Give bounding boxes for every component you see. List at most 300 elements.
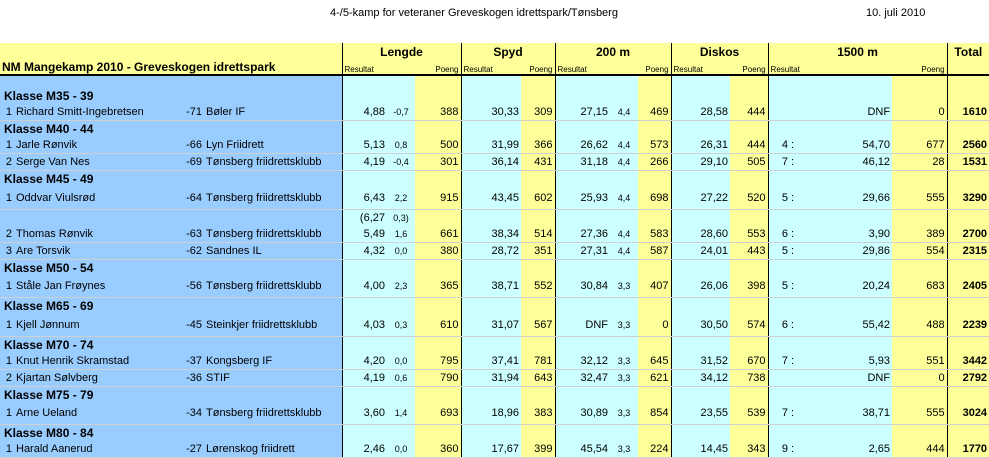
m200-result-cell	[555, 336, 638, 353]
m200-result: 32,47	[555, 369, 610, 386]
lengde-wind: 0,6	[387, 369, 415, 386]
m1500-points-cell	[892, 386, 947, 403]
athlete-place: 1	[0, 403, 14, 425]
m1500-points: 554	[892, 242, 947, 259]
athlete-place: 1	[0, 276, 14, 298]
m200-points-cell	[638, 425, 671, 442]
m1500-minutes: 5 :	[768, 242, 796, 259]
athlete-birth-year: -63	[174, 226, 204, 243]
lengde-points: 610	[415, 314, 461, 336]
class-header-row	[0, 425, 989, 442]
m1500-seconds: 29,66	[796, 187, 892, 209]
lengde-points-cell	[415, 386, 461, 403]
athlete-club: Kongsberg IF	[204, 353, 342, 370]
athlete-row	[0, 314, 989, 336]
spyd-points-cell	[521, 209, 555, 226]
m200-points: 266	[638, 154, 671, 171]
class-header-row	[0, 171, 989, 188]
m1500-result-cell	[768, 386, 892, 403]
total-cell	[947, 259, 989, 276]
athlete-place: 2	[0, 154, 14, 171]
total-cell	[947, 386, 989, 403]
subheader-row	[0, 60, 989, 75]
athlete-birth-year: -71	[174, 104, 204, 121]
spyd-result: 36,14	[461, 154, 521, 171]
lengde-result: 5,13	[342, 137, 387, 154]
athlete-birth-year: -66	[174, 137, 204, 154]
diskos-points: 553	[730, 226, 768, 243]
class-label: Klasse M45 - 49	[0, 171, 342, 188]
athlete-place: 2	[0, 226, 14, 243]
lengde-result: 4,00	[342, 276, 387, 298]
athlete-birth-year: -69	[174, 154, 204, 171]
athlete-birth-year: -37	[174, 353, 204, 370]
total-cell	[947, 336, 989, 353]
m1500-points-label: Poeng	[892, 60, 947, 75]
diskos-points: 520	[730, 187, 768, 209]
athlete-place: 1	[0, 314, 14, 336]
m1500-points: 488	[892, 314, 947, 336]
spyd-result: 38,34	[461, 226, 521, 243]
athlete-name: Ståle Jan Frøynes	[14, 276, 174, 298]
diskos-points: 539	[730, 403, 768, 425]
m1500-points-cell	[892, 171, 947, 188]
athlete-name: Jarle Rønvik	[14, 137, 174, 154]
spyd-result: 18,96	[461, 403, 521, 425]
m200-points: 698	[638, 187, 671, 209]
lengde-points: 360	[415, 441, 461, 458]
lengde-points: 915	[415, 187, 461, 209]
m1500-result-cell	[768, 88, 892, 104]
athlete-row	[0, 276, 989, 298]
athlete-row	[0, 187, 989, 209]
m1500-minutes: 5 :	[768, 187, 796, 209]
diskos-result-cell	[671, 386, 730, 403]
m200-result-cell	[555, 209, 638, 226]
m200-result: 30,89	[555, 403, 610, 425]
m1500-points-cell	[892, 209, 947, 226]
m200-result: DNF	[555, 314, 610, 336]
class-header-row	[0, 336, 989, 353]
diskos-result-cell	[671, 298, 730, 315]
m1500-minutes	[768, 104, 796, 121]
lengde-points: 365	[415, 276, 461, 298]
diskos-result: 28,58	[671, 104, 730, 121]
diskos-points: 343	[730, 441, 768, 458]
lengde-points-cell	[415, 171, 461, 188]
spyd-result: 43,45	[461, 187, 521, 209]
diskos-points: 398	[730, 276, 768, 298]
m1500-seconds: 5,93	[796, 353, 892, 370]
lengde-points-cell	[415, 88, 461, 104]
diskos-points-cell	[730, 298, 768, 315]
m1500-points: 677	[892, 137, 947, 154]
diskos-points-cell	[730, 121, 768, 138]
total-cell	[947, 425, 989, 442]
athlete-place: 1	[0, 187, 14, 209]
spyd-points: 366	[521, 137, 555, 154]
spyd-points-label: Poeng	[521, 60, 555, 75]
event-spyd: Spyd	[461, 43, 555, 60]
m200-result: 45,54	[555, 441, 610, 458]
lengde-points: 388	[415, 104, 461, 121]
lengde-wind: 0,0	[387, 242, 415, 259]
m1500-points: 555	[892, 403, 947, 425]
m200-points: 587	[638, 242, 671, 259]
total-header: Total	[947, 43, 989, 60]
class-header-row	[0, 259, 989, 276]
diskos-points-cell	[730, 171, 768, 188]
diskos-result-label: Resultat	[671, 60, 730, 75]
lengde-result-cell	[342, 171, 415, 188]
athlete-name: Kjell Jønnum	[14, 314, 174, 336]
m200-points: 854	[638, 403, 671, 425]
total-points: 3442	[947, 353, 989, 370]
athlete-club: Lyn Friidrett	[204, 137, 342, 154]
lengde-result-cell	[342, 386, 415, 403]
athlete-row	[0, 154, 989, 171]
m1500-seconds: 46,12	[796, 154, 892, 171]
athlete-birth-year: -27	[174, 441, 204, 458]
class-label: Klasse M35 - 39	[0, 88, 342, 104]
total-points: 1770	[947, 441, 989, 458]
m200-result-cell	[555, 121, 638, 138]
total-points: 3290	[947, 187, 989, 209]
diskos-result-cell	[671, 209, 730, 226]
spyd-result-cell	[461, 425, 521, 442]
spyd-points-cell	[521, 336, 555, 353]
diskos-points: 738	[730, 369, 768, 386]
m200-points: 0	[638, 314, 671, 336]
wind-note-row	[0, 209, 989, 226]
diskos-points-cell	[730, 209, 768, 226]
m1500-seconds: 3,90	[796, 226, 892, 243]
event-header-row	[0, 43, 989, 60]
m200-wind: 3,3	[610, 276, 638, 298]
athlete-club: Sandnes IL	[204, 242, 342, 259]
m1500-result-label: Resultat	[768, 60, 833, 75]
m200-wind: 4,4	[610, 137, 638, 154]
spyd-points-cell	[521, 121, 555, 138]
spyd-result: 28,72	[461, 242, 521, 259]
lengde-wind: -0,4	[387, 154, 415, 171]
athlete-row	[0, 226, 989, 243]
lengde-points: 380	[415, 242, 461, 259]
m1500-minutes: 7 :	[768, 403, 796, 425]
spyd-points-cell	[521, 171, 555, 188]
m1500-seconds: 38,71	[796, 403, 892, 425]
class-header-row	[0, 121, 989, 138]
athlete-club: Tønsberg friidrettsklubb	[204, 276, 342, 298]
m1500-minutes: 4 :	[768, 137, 796, 154]
m1500-seconds: 55,42	[796, 314, 892, 336]
athlete-name: Richard Smitt-Ingebretsen	[14, 104, 174, 121]
spyd-result-cell	[461, 336, 521, 353]
diskos-points-cell	[730, 386, 768, 403]
diskos-result-cell	[671, 425, 730, 442]
lengde-result: 4,19	[342, 369, 387, 386]
spyd-points: 431	[521, 154, 555, 171]
sheet-title: NM Mangekamp 2010 - Greveskogen idrettspark	[0, 60, 342, 75]
spyd-points: 602	[521, 187, 555, 209]
m200-result: 27,31	[555, 242, 610, 259]
results-sheet	[0, 43, 988, 458]
m200-points-cell	[638, 336, 671, 353]
m200-points: 469	[638, 104, 671, 121]
diskos-result: 28,60	[671, 226, 730, 243]
spyd-points-cell	[521, 259, 555, 276]
diskos-points: 444	[730, 104, 768, 121]
m200-points: 621	[638, 369, 671, 386]
lengde-result-cell	[342, 121, 415, 138]
athlete-name: Harald Aanerud	[14, 441, 174, 458]
lengde-result: 6,43	[342, 187, 387, 209]
m200-points-cell	[638, 121, 671, 138]
spyd-result-cell	[461, 88, 521, 104]
spyd-result: 17,67	[461, 441, 521, 458]
athlete-birth-year: -45	[174, 314, 204, 336]
class-label: Klasse M65 - 69	[0, 298, 342, 315]
spyd-result: 37,41	[461, 353, 521, 370]
athlete-row	[0, 137, 989, 154]
m200-result: 31,18	[555, 154, 610, 171]
diskos-result: 31,52	[671, 353, 730, 370]
m1500-seconds: 20,24	[796, 276, 892, 298]
m1500-points-cell	[892, 298, 947, 315]
spacer-row	[0, 75, 989, 88]
lengde-wind: -0,7	[387, 104, 415, 121]
athlete-info-cell	[0, 209, 342, 226]
spyd-result-cell	[461, 171, 521, 188]
athlete-name: Oddvar Viulsrød	[14, 187, 174, 209]
spyd-points: 781	[521, 353, 555, 370]
m200-result-cell	[555, 88, 638, 104]
diskos-points-cell	[730, 336, 768, 353]
athlete-birth-year: -56	[174, 276, 204, 298]
m1500-minutes: 7 :	[768, 353, 796, 370]
m1500-seconds: 29,86	[796, 242, 892, 259]
diskos-result: 26,06	[671, 276, 730, 298]
athlete-club: STIF	[204, 369, 342, 386]
m1500-points-cell	[892, 336, 947, 353]
m1500-points: 551	[892, 353, 947, 370]
lengde-points-cell	[415, 259, 461, 276]
total-cell	[947, 121, 989, 138]
total-cell	[947, 298, 989, 315]
m1500-result-cell	[768, 209, 892, 226]
athlete-place: 3	[0, 242, 14, 259]
m1500-points: 389	[892, 226, 947, 243]
spyd-result: 30,33	[461, 104, 521, 121]
document-title: 4-/5-kamp for veteraner Greveskogen idrettspark/Tønsberg	[330, 7, 618, 19]
m1500-points: 0	[892, 369, 947, 386]
diskos-result-cell	[671, 259, 730, 276]
diskos-result-cell	[671, 88, 730, 104]
class-label: Klasse M40 - 44	[0, 121, 342, 138]
lengde-wind: 2,3	[387, 276, 415, 298]
document-date: 10. juli 2010	[866, 7, 926, 19]
diskos-result: 14,45	[671, 441, 730, 458]
lengde-result-cell	[342, 259, 415, 276]
athlete-name: Knut Henrik Skramstad	[14, 353, 174, 370]
diskos-result: 24,01	[671, 242, 730, 259]
spyd-points: 552	[521, 276, 555, 298]
m200-result-cell	[555, 298, 638, 315]
total-cell	[947, 88, 989, 104]
total-points: 3024	[947, 403, 989, 425]
athlete-club: Bøler IF	[204, 104, 342, 121]
total-points: 1531	[947, 154, 989, 171]
lengde-result: 4,32	[342, 242, 387, 259]
diskos-points-cell	[730, 259, 768, 276]
spyd-points: 399	[521, 441, 555, 458]
m200-points-cell	[638, 386, 671, 403]
m200-result-cell	[555, 386, 638, 403]
spyd-result: 31,99	[461, 137, 521, 154]
m1500-points-cell	[892, 425, 947, 442]
m200-result: 25,93	[555, 187, 610, 209]
lengde-points: 790	[415, 369, 461, 386]
lengde-result: 2,46	[342, 441, 387, 458]
lengde-points: 500	[415, 137, 461, 154]
m200-result-cell	[555, 259, 638, 276]
total-points: 1610	[947, 104, 989, 121]
athlete-row	[0, 242, 989, 259]
athlete-club: Lørenskog friidrett	[204, 441, 342, 458]
m1500-result-cell	[768, 121, 892, 138]
spyd-points-cell	[521, 386, 555, 403]
m200-points: 224	[638, 441, 671, 458]
spyd-points: 643	[521, 369, 555, 386]
diskos-points: 574	[730, 314, 768, 336]
m1500-minutes: 9 :	[768, 441, 796, 458]
lengde-points-cell	[415, 425, 461, 442]
athlete-birth-year: -62	[174, 242, 204, 259]
class-label: Klasse M50 - 54	[0, 259, 342, 276]
total-points: 2405	[947, 276, 989, 298]
m200-result-cell	[555, 171, 638, 188]
spyd-result-cell	[461, 298, 521, 315]
spyd-result: 31,07	[461, 314, 521, 336]
athlete-club: Steinkjer friidrettsklubb	[204, 314, 342, 336]
m200-result: 26,62	[555, 137, 610, 154]
total-points: 2700	[947, 226, 989, 243]
athlete-place: 2	[0, 369, 14, 386]
diskos-result: 27,22	[671, 187, 730, 209]
lengde-result: 3,60	[342, 403, 387, 425]
lengde-points-cell	[415, 298, 461, 315]
m1500-result-cell	[768, 425, 892, 442]
lengde-wind: 1,6	[387, 226, 415, 243]
diskos-result: 26,31	[671, 137, 730, 154]
spyd-result: 38,71	[461, 276, 521, 298]
event-200m: 200 m	[555, 43, 671, 60]
athlete-place: 1	[0, 104, 14, 121]
athlete-name: Serge Van Nes	[14, 154, 174, 171]
m200-result: 30,84	[555, 276, 610, 298]
lengde-result-label: Resultat	[342, 60, 415, 75]
m1500-result-cell	[768, 298, 892, 315]
lengde-note-wind: 0,3)	[387, 209, 415, 226]
class-label: Klasse M80 - 84	[0, 425, 342, 442]
athlete-birth-year: -36	[174, 369, 204, 386]
m1500-points: 28	[892, 154, 947, 171]
total-points: 2792	[947, 369, 989, 386]
athlete-name: Are Torsvik	[14, 242, 174, 259]
lengde-result: 4,19	[342, 154, 387, 171]
athlete-place: 1	[0, 441, 14, 458]
spyd-points: 351	[521, 242, 555, 259]
total-cell	[947, 209, 989, 226]
total-points: 2560	[947, 137, 989, 154]
m1500-points: 683	[892, 276, 947, 298]
event-diskos: Diskos	[671, 43, 768, 60]
athlete-row	[0, 403, 989, 425]
class-label: Klasse M70 - 74	[0, 336, 342, 353]
class-label: Klasse M75 - 79	[0, 386, 342, 403]
athlete-club: Tønsberg friidrettsklubb	[204, 154, 342, 171]
diskos-points: 505	[730, 154, 768, 171]
m200-wind: 3,3	[610, 403, 638, 425]
m200-result: 32,12	[555, 353, 610, 370]
m1500-points-cell	[892, 121, 947, 138]
m1500-minutes: 7 :	[768, 154, 796, 171]
spyd-result-cell	[461, 121, 521, 138]
diskos-points: 443	[730, 242, 768, 259]
lengde-points-label: Poeng	[415, 60, 461, 75]
class-header-row	[0, 298, 989, 315]
m1500-minutes: 5 :	[768, 276, 796, 298]
m200-points: 407	[638, 276, 671, 298]
spyd-points: 309	[521, 104, 555, 121]
athlete-birth-year: -34	[174, 403, 204, 425]
athlete-name: Kjartan Sølvberg	[14, 369, 174, 386]
m1500-seconds: 54,70	[796, 137, 892, 154]
lengde-wind: 1,4	[387, 403, 415, 425]
diskos-result-cell	[671, 121, 730, 138]
athlete-birth-year: -64	[174, 187, 204, 209]
lengde-note-result: (6,27	[342, 209, 387, 226]
m1500-points: 444	[892, 441, 947, 458]
m200-result-cell	[555, 425, 638, 442]
m1500-minutes	[768, 369, 796, 386]
m1500-result-cell	[768, 336, 892, 353]
lengde-result: 4,03	[342, 314, 387, 336]
lengde-wind: 0,0	[387, 353, 415, 370]
m1500-minutes: 6 :	[768, 226, 796, 243]
athlete-row	[0, 441, 989, 458]
m200-points-label: Poeng	[638, 60, 671, 75]
diskos-result: 34,12	[671, 369, 730, 386]
m200-points-cell	[638, 259, 671, 276]
spyd-points-cell	[521, 298, 555, 315]
lengde-result: 4,88	[342, 104, 387, 121]
m200-wind: 3,3	[610, 353, 638, 370]
m1500-points-cell	[892, 259, 947, 276]
diskos-points-cell	[730, 425, 768, 442]
m200-points: 645	[638, 353, 671, 370]
spyd-result-cell	[461, 209, 521, 226]
total-cell	[947, 171, 989, 188]
total-points: 2239	[947, 314, 989, 336]
diskos-result: 29,10	[671, 154, 730, 171]
m1500-seconds: DNF	[796, 104, 892, 121]
m200-result-label: Resultat	[555, 60, 638, 75]
lengde-points-cell	[415, 209, 461, 226]
diskos-points-label: Poeng	[730, 60, 768, 75]
athlete-club: Tønsberg friidrettsklubb	[204, 226, 342, 243]
spyd-result-cell	[461, 386, 521, 403]
